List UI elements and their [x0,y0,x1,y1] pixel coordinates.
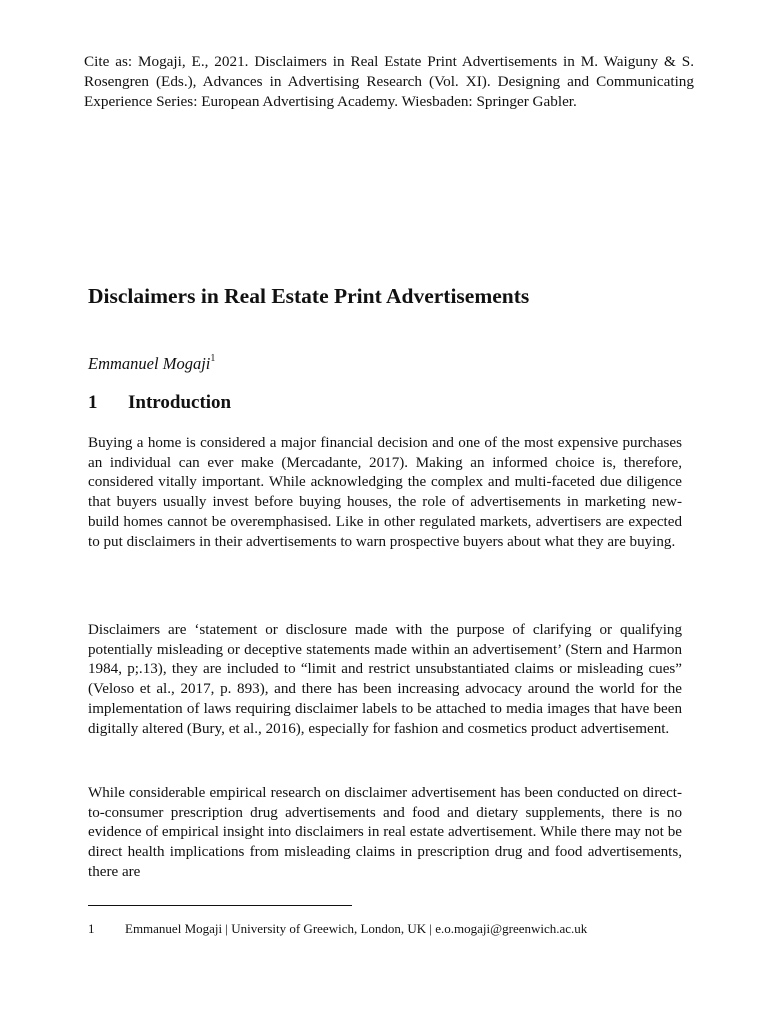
footnote [88,920,708,938]
citation-note: Cite as: Mogaji, E., 2021. Disclaimers in Real Estate Print Advertisements in M. Waiguny & S. Rosengren (Eds.), Advances in Advertising Research (Vol. XI). Designing and Communicating Experience Series: European Advertising Academy. Wiesbaden: Springer Gabler. [84,53,694,110]
paper-title: Disclaimers in Real Estate Print Advertisements [88,284,530,308]
body-paragraph: Disclaimers are ‘statement or disclosure made with the purpose of clarifying or qualifying potentially misleading or deceptive statements made within an advertisement’ (Stern and Harmon 1984, p;.13), they are included to “limit and restrict unsubstantiated claims or misleading cues” (Veloso et al., 2017, p. 893), and there has been increasing advocacy around the world for the implementation of laws requiring disclaimer labels to be attached to media images that have been digitally altered (Bury, et al., 2016), especially for fashion and cosmetics product advertisement. [88,622,682,737]
body-paragraph: Buying a home is considered a major financial decision and one of the most expensive purchases an individual can ever make (Mercadante, 2017). Making an informed choice is, therefore, considered vitally important. While acknowledging the complex and multi-faceted due diligence that buyers usually invest before buying houses, the role of advertisements in marketing new-build homes cannot be overemphasised. Like in other regulated markets, advertisers are expected to put disclaimers in their advertisements to warn prospective buyers about what they are buying. [88,435,682,550]
section-heading [88,389,688,417]
footnote-divider [88,905,352,906]
author-line [88,346,215,377]
footnote-number: 1 [88,921,95,936]
footnote-text: Emmanuel Mogaji | University of Greewich, London, UK | e.o.mogaji@greenwich.ac.uk [125,921,588,936]
section-title: Introduction [128,392,232,413]
body-paragraph: While considerable empirical research on disclaimer advertisement has been conducted on direct-to-consumer prescription drug advertisements and food and dietary supplements, there is no evidence of empirical insight into disclaimers in real estate advertisement. While there may not be direct health implications from misleading claims in prescription drug and food advertisements, there are [88,785,682,880]
section-number: 1 [88,392,98,413]
author-footnote-marker: 1 [210,353,216,364]
author-name: Emmanuel Mogaji [88,354,211,373]
